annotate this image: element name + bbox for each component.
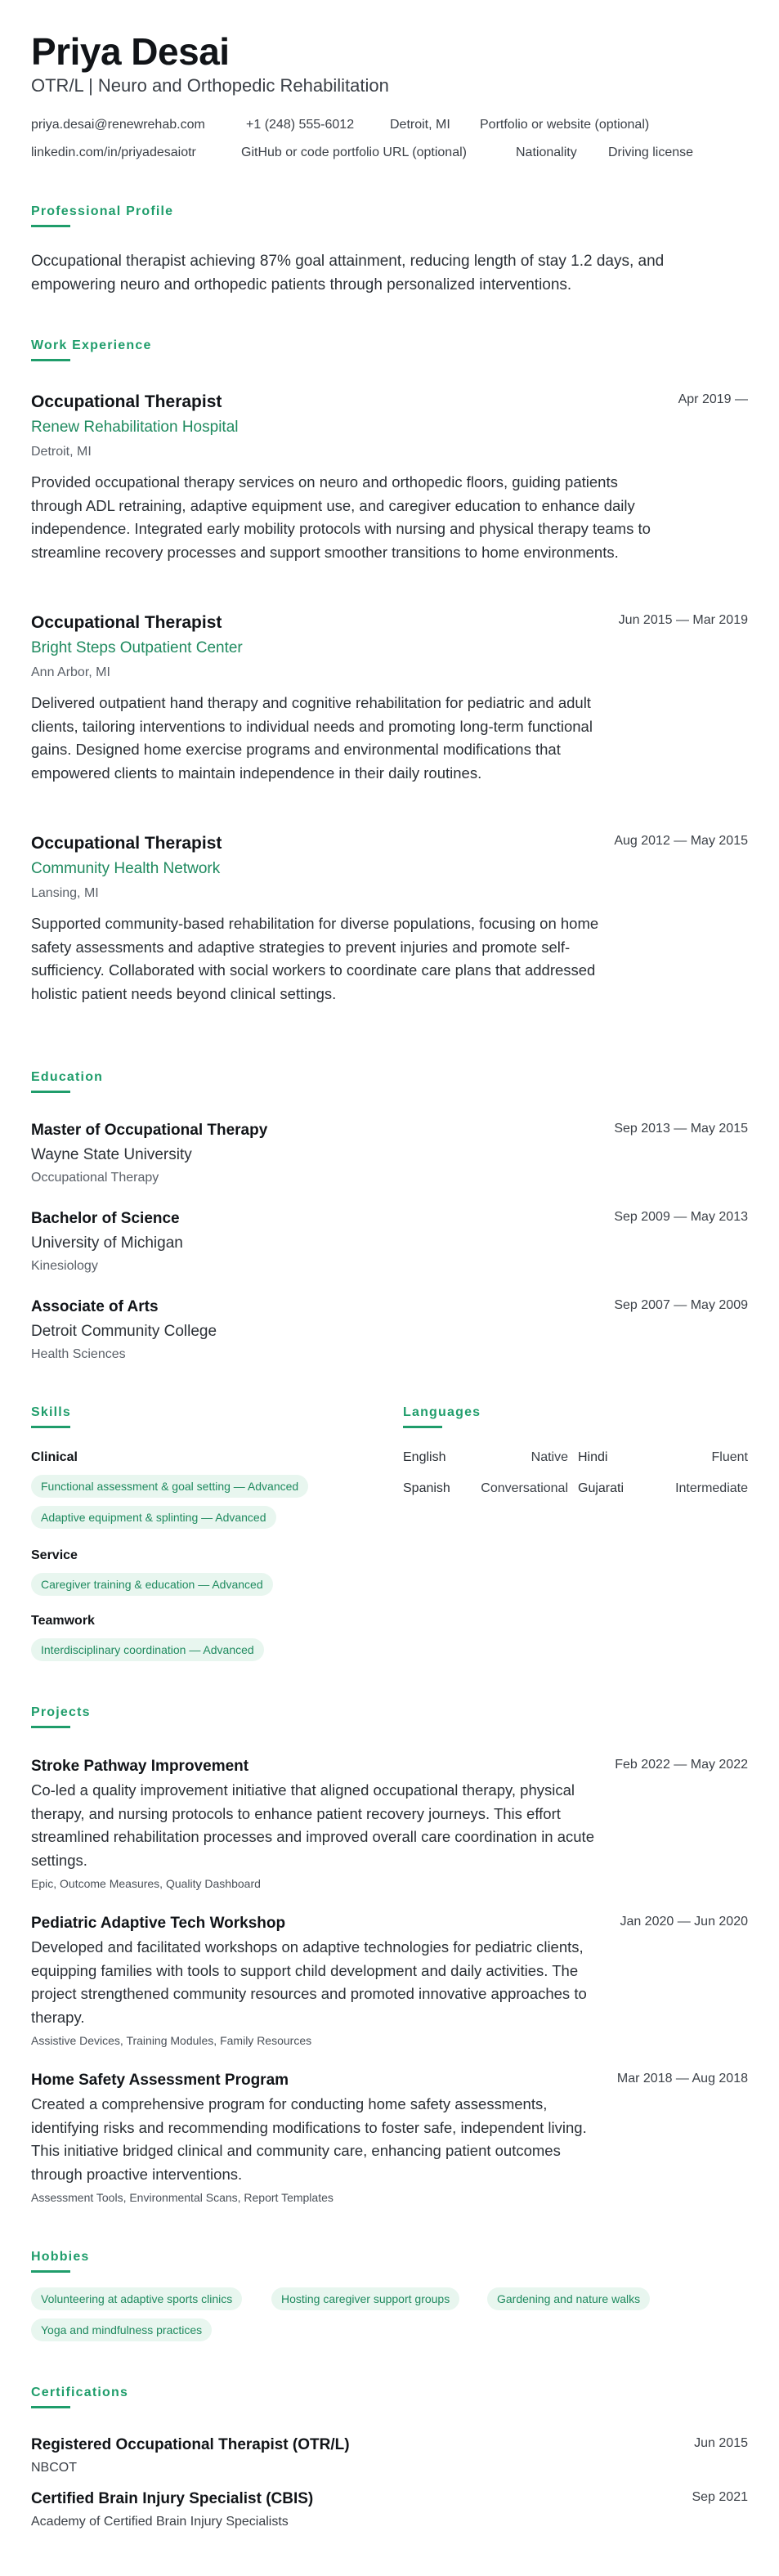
job-description: Delivered outpatient hand therapy and cognitive rehabilitation for pediatric and adult clients, tailoring interventions to individual needs and promoting long-term functional gains. Designed home exercise programs and environmental modifications that empowered clients to maintain independence in their daily routines. <box>31 694 593 782</box>
section-title-experience: Work Experience <box>31 338 152 352</box>
job-title: Occupational Therapist <box>31 834 222 853</box>
project-tags: Assistive Devices, Training Modules, Family Resources <box>31 2034 312 2047</box>
section-title-education: Education <box>31 1070 104 1084</box>
edu-school: Wayne State University <box>31 1146 192 1163</box>
edu-degree: Bachelor of Science <box>31 1210 180 1227</box>
edu-field: Health Sciences <box>31 1347 126 1361</box>
job-location: Lansing, MI <box>31 886 99 900</box>
project-description: Created a comprehensive program for conducting home safety assessments, identifying risks and recommending modifications to foster safe, independent living. This initiative bridged clinical and community care, enhancing patient outcomes through proactive interventions. <box>31 2095 587 2183</box>
skill-category: Clinical <box>31 1450 78 1464</box>
skill-category: Service <box>31 1548 78 1562</box>
project-title: Home Safety Assessment Program <box>31 2072 289 2089</box>
job-description: Provided occupational therapy services on neuro and orthopedic floors, guiding patients through ADL retraining, adaptive equipment use, and caregiver education to enhance daily independence. Integrated early mobility protocols with nursing and physical therapy teams to streamline recovery processes and support smoother transitions to home environments. <box>31 473 651 561</box>
job-description: Supported community-based rehabilitation for diverse populations, focusing on home safety assessments and adaptive strategies to prevent injuries and promote self-sufficiency. Collaborated with social workers to coordinate care plans that addressed holistic patient needs beyond clinical settings. <box>31 915 599 1002</box>
certification-title: Certified Brain Injury Specialist (CBIS) <box>31 2490 314 2507</box>
contact-driving-license: Driving license <box>608 146 694 159</box>
project-tags: Epic, Outcome Measures, Quality Dashboard <box>31 1877 261 1890</box>
edu-school: Detroit Community College <box>31 1323 217 1340</box>
project-description: Co-led a quality improvement initiative that aligned occupational therapy, physical therapy, and nursing protocols to enhance patient recovery journeys. This effort streamlined rehabilitation processes and improved overall care coordination in acute settings. <box>31 1781 594 1869</box>
skill-category: Teamwork <box>31 1614 95 1628</box>
section-rule <box>31 359 70 361</box>
profile-summary: Occupational therapist achieving 87% goal attainment, reducing length of stay 1.2 days, and empowering neuro and orthopedic patients through personalized interventions. <box>31 253 665 293</box>
edu-field: Kinesiology <box>31 1259 98 1273</box>
project-dates: Feb 2022 — May 2022 <box>615 1758 748 1772</box>
language-level: Intermediate <box>675 1481 748 1495</box>
certification-date: Sep 2021 <box>692 2490 748 2504</box>
contact-portfolio[interactable]: Portfolio or website (optional) <box>480 118 650 132</box>
section-rule <box>31 2270 70 2273</box>
job-title: Occupational Therapist <box>31 613 222 632</box>
edu-dates: Sep 2007 — May 2009 <box>614 1298 748 1312</box>
job-dates: Apr 2019 — <box>678 392 748 406</box>
edu-school: University of Michigan <box>31 1234 183 1252</box>
section-rule <box>31 1426 70 1428</box>
candidate-name: Priya Desai <box>31 30 230 73</box>
section-rule <box>31 1726 70 1728</box>
job-company: Renew Rehabilitation Hospital <box>31 419 239 436</box>
section-rule <box>403 1426 442 1428</box>
section-title-languages: Languages <box>403 1405 481 1419</box>
language-name: English <box>403 1450 446 1464</box>
section-title-skills: Skills <box>31 1405 72 1419</box>
skill-pill: Interdisciplinary coordination — Advanced <box>31 1638 264 1661</box>
hobby-pill: Yoga and mindfulness practices <box>31 2318 212 2341</box>
contact-phone[interactable]: +1 (248) 555-6012 <box>246 118 355 132</box>
job-company: Bright Steps Outpatient Center <box>31 639 243 656</box>
skill-pill: Adaptive equipment & splinting — Advanced <box>31 1506 276 1529</box>
contact-location: Detroit, MI <box>390 118 450 132</box>
job-dates: Aug 2012 — May 2015 <box>614 834 748 848</box>
edu-dates: Sep 2013 — May 2015 <box>614 1122 748 1136</box>
section-title-hobbies: Hobbies <box>31 2250 90 2264</box>
language-level: Fluent <box>711 1450 748 1464</box>
language-level: Native <box>531 1450 568 1464</box>
project-dates: Mar 2018 — Aug 2018 <box>616 2072 748 2085</box>
job-location: Detroit, MI <box>31 445 92 459</box>
language-level: Conversational <box>481 1481 568 1495</box>
language-name: Hindi <box>578 1450 608 1464</box>
section-title-profile: Professional Profile <box>31 204 174 218</box>
section-title-projects: Projects <box>31 1705 91 1719</box>
language-name: Gujarati <box>578 1481 625 1495</box>
project-tags: Assessment Tools, Environmental Scans, Report Templates <box>31 2191 334 2204</box>
section-rule <box>31 1091 70 1093</box>
project-title: Pediatric Adaptive Tech Workshop <box>31 1915 286 1932</box>
project-title: Stroke Pathway Improvement <box>31 1758 249 1775</box>
project-dates: Jan 2020 — Jun 2020 <box>620 1915 748 1929</box>
hobby-pill: Hosting caregiver support groups <box>271 2287 459 2310</box>
job-company: Community Health Network <box>31 860 221 877</box>
job-title: Occupational Therapist <box>31 392 222 411</box>
edu-degree: Associate of Arts <box>31 1298 159 1315</box>
contact-linkedin[interactable]: linkedin.com/in/priyadesaiotr <box>31 146 196 159</box>
section-rule <box>31 2406 70 2408</box>
candidate-headline: OTR/L | Neuro and Orthopedic Rehabilitation <box>31 75 389 96</box>
certification-issuer: NBCOT <box>31 2461 77 2475</box>
section-title-certifications: Certifications <box>31 2386 129 2399</box>
contact-github[interactable]: GitHub or code portfolio URL (optional) <box>241 146 467 159</box>
project-description: Developed and facilitated workshops on adaptive technologies for pediatric clients, equipping families with tools to support child development and daily activities. The project strengthened community resources and promoted innovative approaches to therapy. <box>31 1938 587 2026</box>
skill-pill: Functional assessment & goal setting — Advanced <box>31 1475 308 1498</box>
contact-nationality: Nationality <box>516 146 577 159</box>
section-rule <box>31 225 70 227</box>
job-dates: Jun 2015 — Mar 2019 <box>618 613 748 627</box>
certification-date: Jun 2015 <box>694 2436 748 2450</box>
edu-field: Occupational Therapy <box>31 1171 159 1185</box>
edu-dates: Sep 2009 — May 2013 <box>614 1210 748 1224</box>
hobby-pill: Gardening and nature walks <box>487 2287 650 2310</box>
hobby-pill: Volunteering at adaptive sports clinics <box>31 2287 242 2310</box>
skill-pill: Caregiver training & education — Advanced <box>31 1573 273 1596</box>
contact-email[interactable]: priya.desai@renewrehab.com <box>31 118 205 132</box>
language-name: Spanish <box>403 1481 450 1495</box>
certification-issuer: Academy of Certified Brain Injury Specialists <box>31 2515 289 2529</box>
job-location: Ann Arbor, MI <box>31 665 110 679</box>
certification-title: Registered Occupational Therapist (OTR/L) <box>31 2436 350 2453</box>
edu-degree: Master of Occupational Therapy <box>31 1122 268 1139</box>
